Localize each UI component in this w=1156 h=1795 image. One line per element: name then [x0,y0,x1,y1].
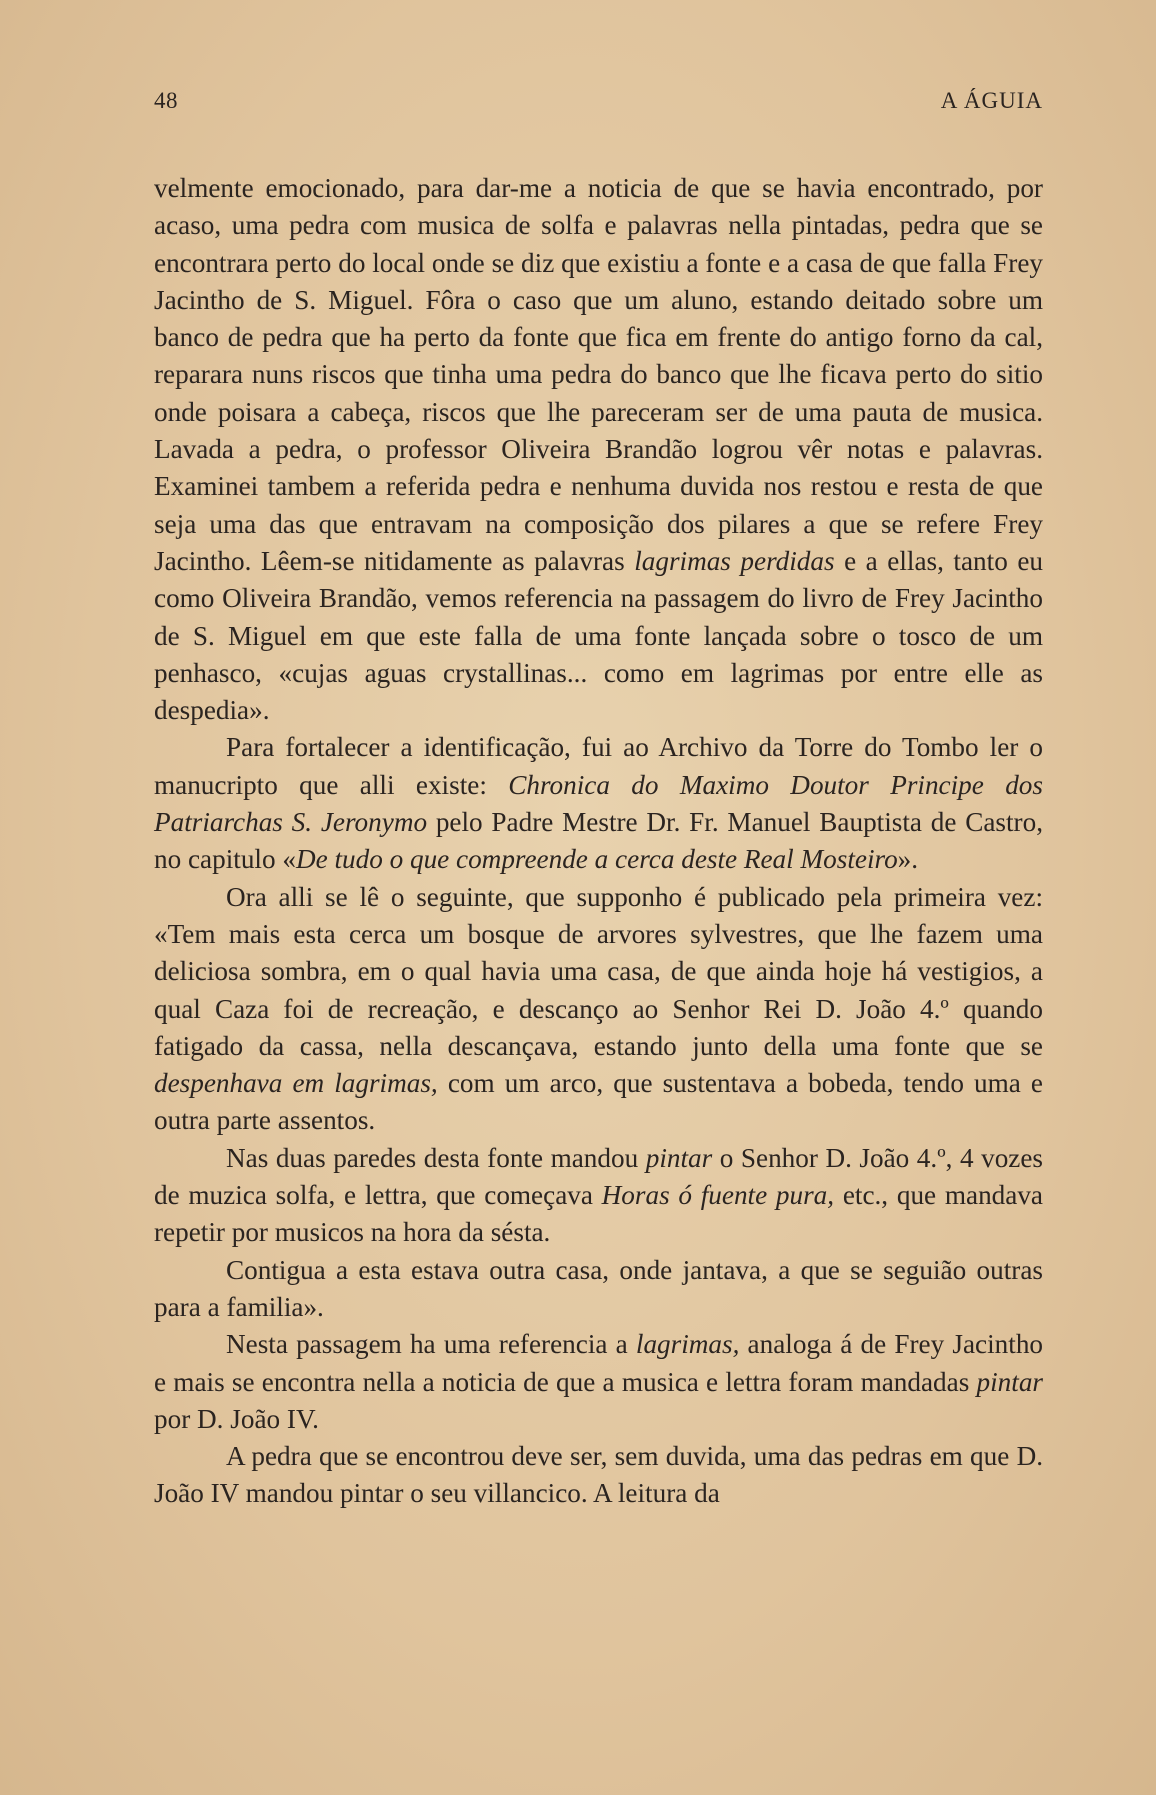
italic-run: Horas ó fuente pura, [601,1180,835,1211]
page-number: 48 [154,88,178,113]
paragraph [154,1252,1043,1327]
italic-run: De tudo o que compreende a cerca deste Real Mosteiro [295,844,898,875]
paragraph [154,729,1043,878]
text-run: com um arco, que sustentava a bobeda, tendo uma e outra parte assentos. [154,1068,1043,1136]
paragraph [154,879,1043,1140]
italic-run: pintar [645,1142,713,1173]
text-run: velmente emocionado, para dar-me a noticia de que se havia encontrado, por acaso, uma pedra com musica de solfa e palavras nella pintadas, pedra que se encontrara perto do local onde se diz que existiu a fonte e a casa de que falla Frey Jacintho de S. Miguel. Fôra o caso que um aluno, estando deitado sobre um banco de pedra que ha perto da fonte que fica em frente do antigo forno da cal, reparara nuns riscos que tinha uma pedra do banco que lhe ficava perto do sitio onde poisara a cabeça, riscos que lhe pareceram ser de uma pauta de musica. Lavada a pedra, o professor Oliveira Brandão logrou vêr notas e palavras. Examinei tambem a referida pedra e nenhuma duvida nos restou e resta de que seja uma das que entravam na composição dos pilares a que se refere Frey Jacintho. Lêem-se nitidamente as palavras [154,173,1043,576]
italic-run: lagrimas, [635,1329,740,1360]
page-header [154,88,1043,120]
text-run: por D. João IV. [154,1403,319,1434]
text-run: Ora alli se lê o seguinte, que supponho é publicado pela primeira vez: «Tem mais esta cerca um bosque de arvores sylvestres, que lhe fazem uma deliciosa sombra, em o qual havia uma casa, de que ainda hoje há vestigios, a qual Caza foi de recreação, e descanço ao Senhor Rei D. João 4.º quando fatigado da cassa, nella descançava, estando junto della uma fonte que se [154,881,1043,1061]
italic-run: pintar [976,1366,1043,1397]
paragraph [154,1140,1043,1252]
text-run: etc., que mandava repetir por musicos na hora da sésta. [154,1180,1043,1248]
paragraph [154,1438,1043,1513]
text-run: o Senhor D. João 4.º, 4 vozes de muzica solfa, e lettra, que começava [154,1142,1044,1211]
body-text [154,170,1043,1513]
italic-run: lagrimas perdidas [634,545,835,576]
paragraph [154,170,1043,729]
text-run: Nas duas paredes desta fonte mandou [226,1142,646,1173]
text-run: Nesta passagem ha uma referencia a [226,1329,636,1360]
running-title: A ÁGUIA [940,88,1043,113]
text-run: pelo Padre Mestre Dr. Fr. Manuel Bauptista de Castro, no capitulo « [154,807,1043,875]
paragraph [154,1326,1043,1438]
text-run: analoga á de Frey Jacintho e mais se encontra nella a noticia de que a musica e lettra foram mandadas [154,1329,1044,1397]
text-run: ». [897,844,919,875]
italic-run: despenhava em lagrimas, [154,1068,438,1099]
text-run: A pedra que se encontrou deve ser, sem duvida, uma das pedras em que D. João IV mandou pintar o seu villancico. A leitura da [154,1441,1043,1509]
italic-run: Chronica do Maximo Doutor Principe dos Patriarchas S. Jeronymo [154,769,1043,838]
text-run: Para fortalecer a identificação, fui ao Archivo da Torre do Tombo ler o manucripto que alli existe: [154,732,1043,800]
text-run: e a ellas, tanto eu como Oliveira Brandão, vemos referencia na passagem do livro de Frey Jacintho de S. Miguel em que este falla de uma fonte lançada sobre o tosco de um penhasco, «cujas aguas crystallinas... como em lagrimas por entre elle as despedia». [154,545,1043,726]
text-run: Contigua a esta estava outra casa, onde jantava, a que se seguião outras para a familia». [154,1254,1043,1322]
